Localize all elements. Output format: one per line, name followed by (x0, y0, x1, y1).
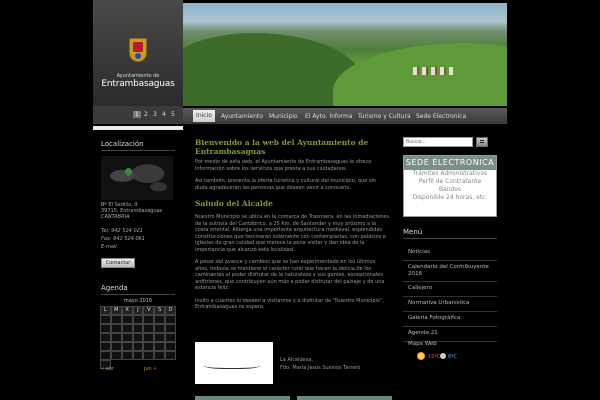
calendar-day[interactable] (154, 342, 165, 351)
temperature-high: 15ºC (428, 354, 441, 360)
calendar-day[interactable] (111, 315, 122, 324)
calendar-day[interactable] (154, 333, 165, 342)
calendar-day[interactable] (133, 333, 144, 342)
slider-pagination (93, 106, 183, 124)
moon-icon (440, 353, 446, 359)
slide-dot-5[interactable]: 5 (171, 111, 175, 118)
slide-dot-2[interactable]: 2 (144, 111, 148, 118)
calendar-day[interactable] (165, 324, 176, 333)
world-map[interactable] (101, 156, 173, 200)
calendar-day[interactable] (100, 315, 111, 324)
sede-banner-line: Trámites Administrativos (412, 170, 488, 177)
contact-button-label: Contactar (105, 260, 131, 266)
calendar-prev-link[interactable]: « abr (101, 366, 114, 372)
agenda-title: Agenda (101, 284, 128, 292)
calendar-day[interactable] (100, 342, 111, 351)
sede-banner-title: SEDE ELECTRONICA (404, 156, 496, 170)
menu-item-calendario[interactable]: Calendario del Contribuyente 2016 (403, 261, 497, 282)
sede-electronica-banner[interactable] (403, 155, 497, 217)
nav-item-turismo[interactable]: Turismo y Cultura (358, 113, 411, 120)
calendar-day[interactable] (165, 351, 176, 360)
sede-banner-line: Bandos (438, 186, 462, 193)
calendar-day[interactable] (111, 324, 122, 333)
calendar-day[interactable] (100, 324, 111, 333)
calendar-next-link[interactable]: jun » (144, 366, 157, 372)
location-title: Localización (101, 140, 144, 148)
nav-item-sede[interactable]: Sede Electronica (416, 113, 467, 120)
calendar-day[interactable] (122, 333, 133, 342)
calendar-day[interactable] (143, 333, 154, 342)
calendar-day[interactable] (143, 315, 154, 324)
calendar-day[interactable] (133, 324, 144, 333)
calendar-month: mayo 2016 (123, 298, 153, 304)
email-link[interactable]: E-mail (101, 244, 117, 250)
weekday-label: L (100, 306, 111, 315)
weekday-label: M (111, 306, 122, 315)
fax: Fax: 942 524 061 (101, 236, 145, 242)
calendar-day[interactable] (133, 315, 144, 324)
calendar-day[interactable] (143, 324, 154, 333)
address-line: 39715, Entrambasaguas (101, 208, 163, 214)
search-button[interactable] (476, 137, 488, 147)
calendar-day[interactable] (133, 342, 144, 351)
address-line: CANTABRIA (101, 214, 130, 220)
temperature-low: 6ºC (448, 354, 458, 360)
calendar-day[interactable] (165, 333, 176, 342)
calendar-day[interactable] (133, 351, 144, 360)
calendar-day[interactable] (154, 324, 165, 333)
address-line: Bº El Sedillo, 9 (101, 202, 138, 208)
banner-village (413, 67, 453, 75)
calendar (100, 298, 176, 372)
weekday-label: S (154, 306, 165, 315)
site-title: Entrambasaguas (101, 79, 175, 89)
greeting-heading: Saludo del Alcalde (195, 199, 273, 208)
gallery-thumbnail[interactable] (297, 396, 392, 400)
slide-dot-1[interactable]: 1 (135, 111, 139, 118)
calendar-day[interactable] (165, 315, 176, 324)
header-banner-image (183, 3, 507, 106)
menu-item-agenda21[interactable]: Agenda 21 (403, 327, 497, 342)
slide-dot-3[interactable]: 3 (153, 111, 157, 118)
calendar-day[interactable] (122, 342, 133, 351)
weekday-label: J (133, 306, 144, 315)
intro-paragraph: Así también, presenta la oferta turística y cultural del municipio, que sin duda agradecerán las personas que deseen venir a conocerlo. (195, 178, 377, 191)
intro-paragraph: Por medio de esta web, el Ayuntamiento de Entrambasaguas le ofrece información sobre los servicios que presta a sus ciudadanos. (195, 159, 372, 172)
calendar-day[interactable] (154, 315, 165, 324)
menu-item-normativa[interactable]: Normativa Urbanística (403, 297, 497, 312)
divider (101, 294, 175, 295)
calendar-day[interactable] (143, 342, 154, 351)
menu-title: Menú (403, 228, 423, 236)
calendar-day[interactable] (165, 342, 176, 351)
main-content (195, 138, 390, 311)
contact-button[interactable] (101, 258, 135, 268)
logo-panel[interactable] (93, 0, 183, 106)
menu-item-mapa-web[interactable]: Mapa Web (408, 341, 437, 347)
calendar-day[interactable] (122, 351, 133, 360)
weekday-label: X (122, 306, 133, 315)
welcome-heading: Bienvenido a la web del Ayuntamiento de Entrambasaguas (195, 138, 369, 156)
weekday-label: V (143, 306, 154, 315)
calendar-day[interactable] (154, 351, 165, 360)
nav-item-ayto-informa[interactable]: El Ayto. Informa (305, 113, 353, 120)
coat-of-arms-icon (129, 38, 147, 62)
signature-name: Fdo: María Jesús Susinos Tarrero (280, 365, 361, 371)
main-nav (183, 108, 507, 124)
menu-item-galeria[interactable]: Galería Fotográfica (403, 312, 497, 327)
greeting-paragraph: A pesar del avance y cambios que se han experimentado en los últimos años, todavía se mantiene el carácter rural que hacen la delicia de los caminantes al poder disfrutar de la naturaleza y sus gentes, excepcionales anfitriones, que contribuyen aún más a poder disfrutar del paisaje y de una estancia feliz. (195, 259, 385, 291)
nav-item-municipio[interactable]: Municipio (269, 113, 298, 120)
sede-banner-line: Perfil de Contratante (418, 178, 482, 185)
signature-image (195, 342, 273, 384)
location-widget (93, 126, 183, 270)
calendar-day[interactable] (100, 351, 111, 360)
divider (93, 126, 183, 130)
signature-role: La Alcaldesa, (280, 357, 313, 363)
divider (403, 238, 497, 239)
gallery-thumbnail[interactable] (195, 396, 290, 400)
slide-dot-4[interactable]: 4 (162, 111, 166, 118)
calendar-day[interactable] (122, 315, 133, 324)
nav-item-ayuntamiento[interactable]: Ayuntamiento (221, 113, 263, 120)
calendar-day[interactable] (100, 333, 111, 342)
sede-banner-line: Disponible 24 horas, etc. (412, 194, 488, 201)
greeting-paragraph: Nuestro Municipio se ubica en la comarca de Trasmiera, en las inmediaciones de la autovía del Cantábrico, a 25 Km. de Santander y muy próximo a la costa oriental. Alberga una importante arquitectura medieval, espléndidas construcciones que fascinarán solamente con contemplarlas, con palacios e iglesias de gran calidad que merece la pena visitar y dan idea de la importancia que alcanzó esta localidad. (195, 214, 390, 253)
nav-item-inicio[interactable] (193, 110, 215, 122)
phone: Tel: 942 524 021 (101, 228, 143, 234)
greeting-paragraph: Invito a cuantos lo deseen a visitarnos y a disfrutar de "Nuestro Municipio", Entrambasaguas os espera. (195, 297, 384, 310)
nav-label: Inicio (196, 112, 212, 119)
calendar-day[interactable] (111, 351, 122, 360)
calendar-grid (100, 306, 176, 369)
map-pin-icon (124, 167, 134, 177)
calendar-day[interactable] (122, 324, 133, 333)
menu-item-callejero[interactable]: Callejero (403, 282, 497, 297)
divider (101, 150, 175, 151)
menu-item-noticias[interactable]: Noticias (403, 246, 497, 261)
calendar-day[interactable] (143, 351, 154, 360)
weekday-label: D (165, 306, 176, 315)
sun-icon (417, 352, 425, 360)
search-input[interactable] (403, 137, 473, 147)
calendar-day[interactable] (111, 333, 122, 342)
calendar-day[interactable] (111, 342, 122, 351)
site-subtitle: Ayuntamiento de (116, 73, 160, 79)
